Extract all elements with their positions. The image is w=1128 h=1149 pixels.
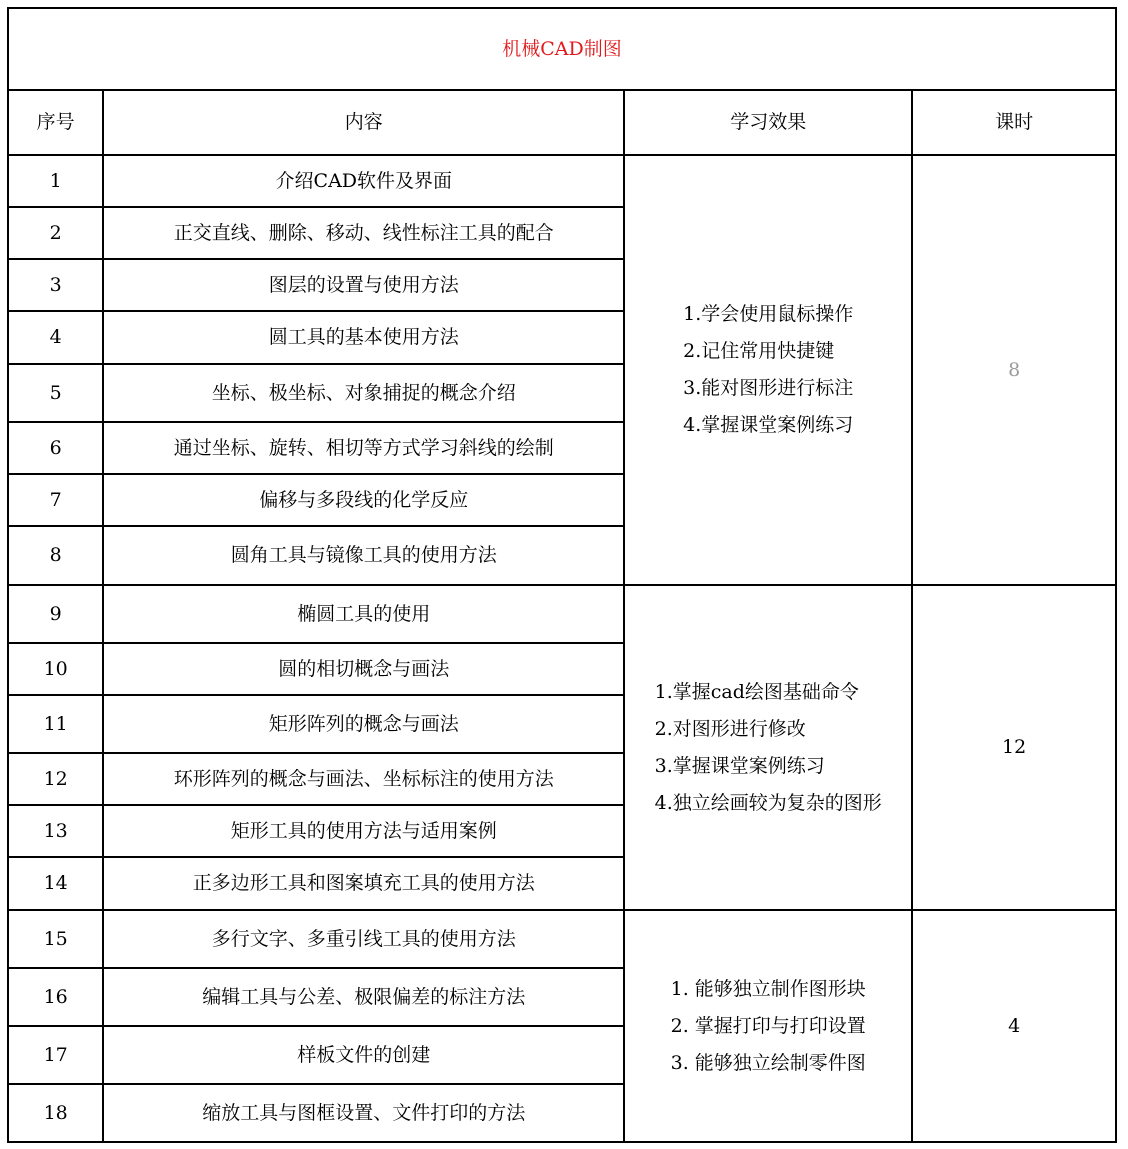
row-content: 介绍CAD软件及界面: [103, 155, 624, 207]
row-content: 编辑工具与公差、极限偏差的标注方法: [103, 968, 624, 1026]
header-content: 内容: [103, 90, 624, 155]
outcome-item: 2. 掌握打印与打印设置: [670, 1014, 866, 1037]
hours-cell: 12: [912, 585, 1116, 910]
outcome-item: 2.对图形进行修改: [654, 717, 806, 740]
row-number: 6: [8, 422, 103, 474]
row-number: 14: [8, 857, 103, 910]
row-number: 5: [8, 364, 103, 422]
row-content: 缩放工具与图框设置、文件打印的方法: [103, 1084, 624, 1142]
row-content: 正交直线、删除、移动、线性标注工具的配合: [103, 207, 624, 259]
row-number: 12: [8, 753, 103, 805]
outcome-cell: [624, 910, 912, 1142]
row-number: 7: [8, 474, 103, 526]
outcome-cell: [624, 155, 912, 585]
row-content: 坐标、极坐标、对象捕捉的概念介绍: [103, 364, 624, 422]
header-outcome: 学习效果: [624, 90, 912, 155]
table-row: [8, 585, 1116, 643]
table-row: [8, 155, 1116, 207]
outcome-item: 1.学会使用鼠标操作: [683, 303, 854, 325]
outcome-list: [671, 971, 866, 1082]
outcome-item: 2.记住常用快捷键: [683, 340, 835, 362]
table-row: [8, 910, 1116, 968]
hours-cell: 4: [912, 910, 1116, 1142]
outcome-item: 1. 能够独立制作图形块: [670, 977, 866, 1000]
outcome-item: 1.掌握cad绘图基础命令: [654, 680, 859, 703]
row-number: 17: [8, 1026, 103, 1084]
row-number: 1: [8, 155, 103, 207]
row-content: 矩形阵列的概念与画法: [103, 695, 624, 753]
row-number: 2: [8, 207, 103, 259]
title-row: [8, 8, 1116, 90]
header-index: 序号: [8, 90, 103, 155]
row-content: 通过坐标、旋转、相切等方式学习斜线的绘制: [103, 422, 624, 474]
row-number: 8: [8, 526, 103, 585]
row-content: 圆角工具与镜像工具的使用方法: [103, 526, 624, 585]
outcome-list: [655, 674, 882, 822]
table-title-cell: [8, 8, 1116, 90]
row-content: 图层的设置与使用方法: [103, 259, 624, 311]
hours-cell: 8: [912, 155, 1116, 585]
header-hours: 课时: [912, 90, 1116, 155]
row-content: 圆的相切概念与画法: [103, 643, 624, 695]
row-content: 环形阵列的概念与画法、坐标标注的使用方法: [103, 753, 624, 805]
row-content: 正多边形工具和图案填充工具的使用方法: [103, 857, 624, 910]
outcome-list: [683, 296, 853, 444]
row-content: 样板文件的创建: [103, 1026, 624, 1084]
outcome-item: 4.独立绘画较为复杂的图形: [654, 791, 882, 814]
outcome-item: 3. 能够独立绘制零件图: [670, 1051, 866, 1074]
row-number: 10: [8, 643, 103, 695]
row-number: 9: [8, 585, 103, 643]
table-title: 机械CAD制图: [502, 37, 622, 60]
course-table: [7, 7, 1117, 1143]
row-content: 圆工具的基本使用方法: [103, 311, 624, 364]
row-number: 18: [8, 1084, 103, 1142]
outcome-cell: [624, 585, 912, 910]
row-number: 16: [8, 968, 103, 1026]
row-number: 3: [8, 259, 103, 311]
row-content: 矩形工具的使用方法与适用案例: [103, 805, 624, 857]
header-row: [8, 90, 1116, 155]
outcome-item: 3.掌握课堂案例练习: [654, 754, 825, 777]
row-content: 椭圆工具的使用: [103, 585, 624, 643]
row-content: 偏移与多段线的化学反应: [103, 474, 624, 526]
row-number: 15: [8, 910, 103, 968]
row-number: 4: [8, 311, 103, 364]
row-number: 11: [8, 695, 103, 753]
outcome-item: 4.掌握课堂案例练习: [683, 414, 854, 436]
row-number: 13: [8, 805, 103, 857]
row-content: 多行文字、多重引线工具的使用方法: [103, 910, 624, 968]
outcome-item: 3.能对图形进行标注: [683, 377, 854, 399]
